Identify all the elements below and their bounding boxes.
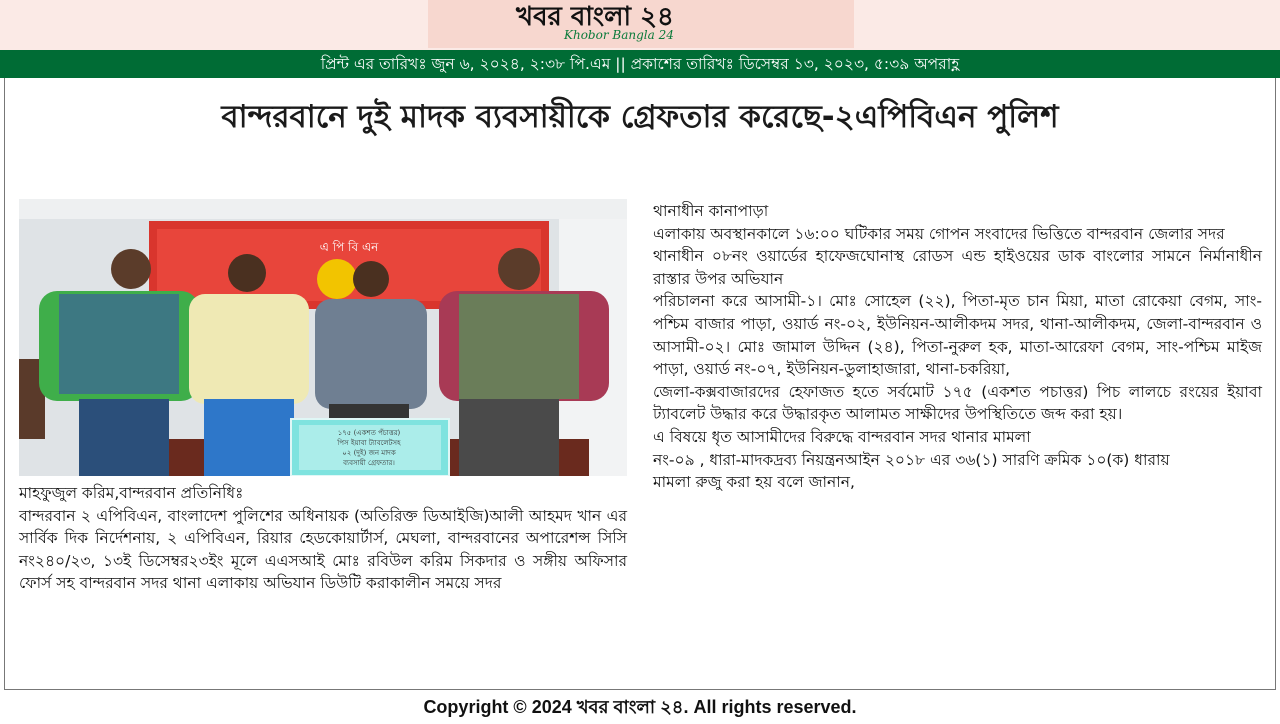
byline: মাহফুজুল করিম,বান্দরবান প্রতিনিধিঃ xyxy=(19,484,244,502)
body-paragraph: থানাধীন কানাপাড়া xyxy=(653,202,769,220)
emblem-icon xyxy=(317,259,357,299)
sign-line-1: ১৭৫ (একশত পঁচাত্তর) xyxy=(337,429,401,437)
sign-line-2: পিস ইয়াবা ট্যাবলেটসহ xyxy=(337,439,401,447)
body-paragraph: নং-০৯ , ধারা-মাদকদ্রব্য নিয়ন্ত্রনআইন ২০১৮ এর ৩৬(১) সারণি ক্রমিক ১০(ক) ধারায় xyxy=(653,450,1170,469)
photo-illustration xyxy=(19,199,627,476)
article-photo xyxy=(19,199,627,476)
sign-line-3: ০২ (দুই) জন মাদক xyxy=(342,449,396,457)
sign-line-4: ব্যবসায়ী গ্রেফতার। xyxy=(343,459,395,467)
article-body-left xyxy=(19,482,627,595)
body-paragraph: জেলা-কক্সবাজারদের হেফাজত হতে সর্বমোট ১৭৫ (একশত পচাত্তর) পিচ লালচে রংয়ের ইয়াবা ট্যাবলেট উদ্ধার করে উদ্ধারকৃত আলামত সাক্ষীদের উপস্থিতিতে জব্দ করা হয়। xyxy=(653,382,1262,424)
body-paragraph: এলাকায় অবস্থানকালে ১৬:০০ ঘটিকার সময় গোপন সংবাদের ভিত্তিতে বান্দরবান জেলার সদর xyxy=(653,224,1225,243)
seizure-sign xyxy=(291,419,449,476)
body-paragraph: এ বিষয়ে ধৃত আসামীদের বিরুদ্ধে বান্দরবান সদর থানার মামলা xyxy=(653,427,1031,446)
banner-text: এ পি বি এন xyxy=(319,240,379,254)
body-paragraph: বান্দরবান ২ এপিবিএন, বাংলাদেশ পুলিশের অধিনায়ক (অতিরিক্ত ডিআইজি)আলী আহমদ খান এর সার্বিক দিক নির্দেশনায়, ২ এপিবিএন, রিয়ার হেডকোয়ার্টার্স, মেঘলা, বান্দরবানের অপারেশন্স সিসি নং২৪০/২৩, ১৩ই ডিসেম্বর২৩ইং মূলে এএসআই মোঃ রবিউল করিম সিকদার ও সঙ্গীয় অফিসার ফোর্স সহ বান্দরবান সদর থানা এলাকায় অভিযান ডিউটি করাকালীন সময়ে সদর xyxy=(19,506,627,593)
body-paragraph: থানাধীন ০৮নং ওয়ার্ডের হাফেজঘোনাস্থ রোডস এন্ড হাইওয়ের ডাক বাংলোর সামনে নির্মানাধীন রাস্তার উপর অভিযান xyxy=(653,247,1262,288)
site-logo[interactable] xyxy=(428,0,854,48)
logo-subtitle: Khobor Bangla 24 xyxy=(564,28,674,42)
body-paragraph: মামলা রুজু করা হয় বলে জানান, xyxy=(653,473,855,492)
body-paragraph: পরিচালনা করে আসামী-১। মোঃ সোহেল (২২), পিতা-মৃত চান মিয়া, মাতা রোকেয়া বেগম, সাং-পশ্চিম বাজার পাড়া, ওয়ার্ড নং-০২, ইউনিয়ন-আলীকদম সদর, থানা-আলীকদম, জেলা-বান্দরবান ও আসামী-০২। মোঃ জামাল উদ্দিন (২৪), পিতা-নুরুল হক, মাতা-আরেফা বেগম, সাং-পশ্চিম মাইজ পাড়া, ওয়ার্ড নং-০৭, ইউনিয়ন-ডুলাহাজারা, থানা-চকরিয়া, xyxy=(653,292,1262,379)
article-body-right xyxy=(653,200,1262,494)
logo-title: খবর বাংলা ২৪ xyxy=(516,2,674,32)
copyright-footer: Copyright © 2024 খবর বাংলা ২৪. All rights reserved. xyxy=(423,697,857,717)
site-header xyxy=(0,0,1280,50)
article-headline: বান্দরবানে দুই মাদক ব্যবসায়ীকে গ্রেফতার করেছে-২এপিবিএন পুলিশ xyxy=(221,99,1059,135)
date-bar: প্রিন্ট এর তারিখঃ জুন ৬, ২০২৪, ২:৩৮ পি.এম || প্রকাশের তারিখঃ ডিসেম্বর ১৩, ২০২৩, ৫:৩৯ অপরাহ্ণ xyxy=(0,50,1280,78)
